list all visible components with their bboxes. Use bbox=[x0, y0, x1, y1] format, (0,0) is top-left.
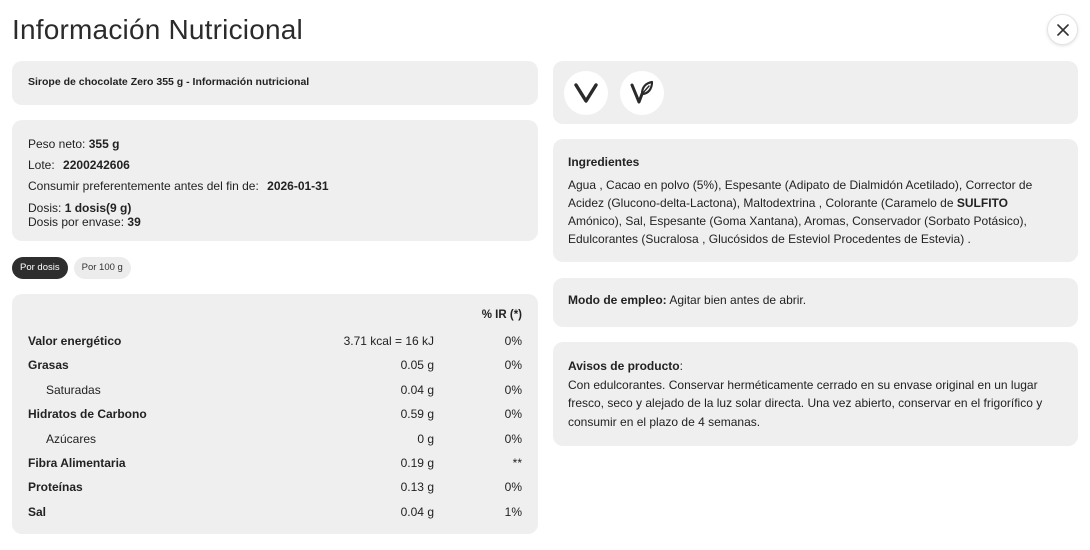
nutrition-table bbox=[12, 294, 538, 534]
nutrient-label: Saturadas bbox=[46, 383, 101, 397]
nutrient-ir: 0% bbox=[504, 432, 522, 446]
ingredients-card bbox=[553, 139, 1078, 262]
warnings-label: Avisos de producto bbox=[568, 359, 680, 373]
nutrient-label: Valor energético bbox=[28, 334, 122, 348]
nutrient-value: 0.19 g bbox=[400, 456, 434, 470]
table-row bbox=[28, 356, 522, 374]
ir-header: % IR (*) bbox=[481, 309, 522, 321]
nutrient-ir: 0% bbox=[504, 383, 522, 397]
dosis-envase-label: Dosis por envase: bbox=[28, 215, 125, 229]
lote-row bbox=[28, 155, 522, 176]
ingredients-text: Agua , Cacao en polvo (5%), Espesante (Adipato de Dialmidón Acetilado), Corrector de Acidez (Glucono-delta-Lactona), Maltodextrina , Colorante (Caramelo de SULFITO Amónico), Sal, Espesante (Goma Xantana), Aromas, Conservador (Sorbato Potásico), Edulcorantes (Sucralosa , Glucósidos de Esteviol Procedentes de Estevia) . bbox=[568, 178, 1033, 246]
nutrient-ir: 0% bbox=[504, 334, 522, 348]
dosis-row bbox=[28, 201, 522, 215]
nutrient-value: 0.04 g bbox=[400, 505, 434, 519]
peso-value: 355 g bbox=[88, 137, 120, 151]
lote-value: 2200242606 bbox=[63, 158, 130, 172]
tab-por-100g[interactable]: Por 100 g bbox=[74, 257, 131, 279]
table-row bbox=[28, 381, 522, 399]
nutrient-label: Fibra Alimentaria bbox=[28, 456, 126, 470]
portion-tabs bbox=[12, 257, 131, 279]
nutrient-ir: 0% bbox=[504, 358, 522, 372]
consumir-value: 2026-01-31 bbox=[267, 179, 329, 193]
nutrient-label: Grasas bbox=[28, 358, 69, 372]
table-row bbox=[28, 332, 522, 350]
ingredients-heading: Ingredientes bbox=[568, 155, 640, 169]
dosis-envase-row bbox=[28, 215, 522, 229]
product-name-card bbox=[12, 61, 538, 105]
tab-por-dosis[interactable]: Por dosis bbox=[12, 257, 68, 279]
nutrient-value: 0.13 g bbox=[400, 480, 434, 494]
peso-neto-row bbox=[28, 134, 522, 155]
nutrient-ir: 0% bbox=[504, 407, 522, 421]
table-row bbox=[28, 454, 522, 472]
vegan-leaf-icon bbox=[629, 80, 655, 106]
usage-text: Agitar bien antes de abrir. bbox=[666, 293, 807, 307]
warnings-card: Avisos de producto: Con edulcorantes. Conservar herméticamente cerrado en su envase original en un lugar fresco, seco y alejado de la luz solar directa. Una vez abierto, conservar en el frigorífico y consumir en el plazo de 4 semanas. bbox=[553, 342, 1078, 446]
nutrient-value: 0.04 g bbox=[400, 383, 434, 397]
usage-card bbox=[553, 278, 1078, 327]
peso-label: Peso neto: bbox=[28, 137, 86, 151]
warnings-text: Con edulcorantes. Conservar herméticamente cerrado en su envase original en un lugar fresco, seco y alejado de la luz solar directa. Una vez abierto, conservar en el frigorífico y consumir en el plazo de 4 semanas. bbox=[568, 377, 1043, 429]
table-header bbox=[12, 309, 538, 323]
dosis-envase-value: 39 bbox=[127, 215, 141, 229]
nutrient-ir: ** bbox=[512, 456, 522, 470]
table-row bbox=[28, 478, 522, 496]
vegetarian-badge bbox=[564, 71, 608, 115]
product-name: Sirope de chocolate Zero 355 g - Información nutricional bbox=[28, 76, 310, 88]
nutrient-value: 0.59 g bbox=[400, 407, 434, 421]
allergen-sulfito: SULFITO bbox=[956, 196, 1008, 210]
table-row bbox=[28, 503, 522, 521]
usage-label: Modo de empleo: bbox=[568, 293, 667, 307]
nutrient-label: Proteínas bbox=[28, 480, 83, 494]
nutrient-label: Hidratos de Carbono bbox=[28, 407, 147, 421]
table-row bbox=[28, 430, 522, 448]
lote-label: Lote: bbox=[28, 158, 55, 172]
consumir-row bbox=[28, 176, 522, 197]
vegetarian-v-icon bbox=[574, 83, 598, 103]
nutrient-label: Sal bbox=[28, 505, 47, 519]
nutrient-label: Azúcares bbox=[46, 432, 97, 446]
nutrient-value: 0.05 g bbox=[400, 358, 434, 372]
nutrient-value: 0 g bbox=[417, 432, 434, 446]
diet-badges-card bbox=[553, 61, 1078, 124]
vegan-badge bbox=[620, 71, 664, 115]
close-button[interactable] bbox=[1047, 14, 1078, 45]
dosis-label: Dosis: bbox=[28, 201, 62, 215]
product-meta-card bbox=[12, 120, 538, 241]
table-row bbox=[28, 405, 522, 423]
page-title: Información Nutricional bbox=[12, 14, 303, 45]
dosis-value: 1 dosis(9 g) bbox=[64, 201, 132, 215]
close-icon bbox=[1057, 24, 1069, 36]
nutrient-ir: 0% bbox=[504, 480, 522, 494]
consumir-label: Consumir preferentemente antes del fin de: bbox=[28, 179, 259, 193]
nutrient-value: 3.71 kcal = 16 kJ bbox=[343, 334, 434, 348]
nutrient-ir: 1% bbox=[504, 505, 522, 519]
